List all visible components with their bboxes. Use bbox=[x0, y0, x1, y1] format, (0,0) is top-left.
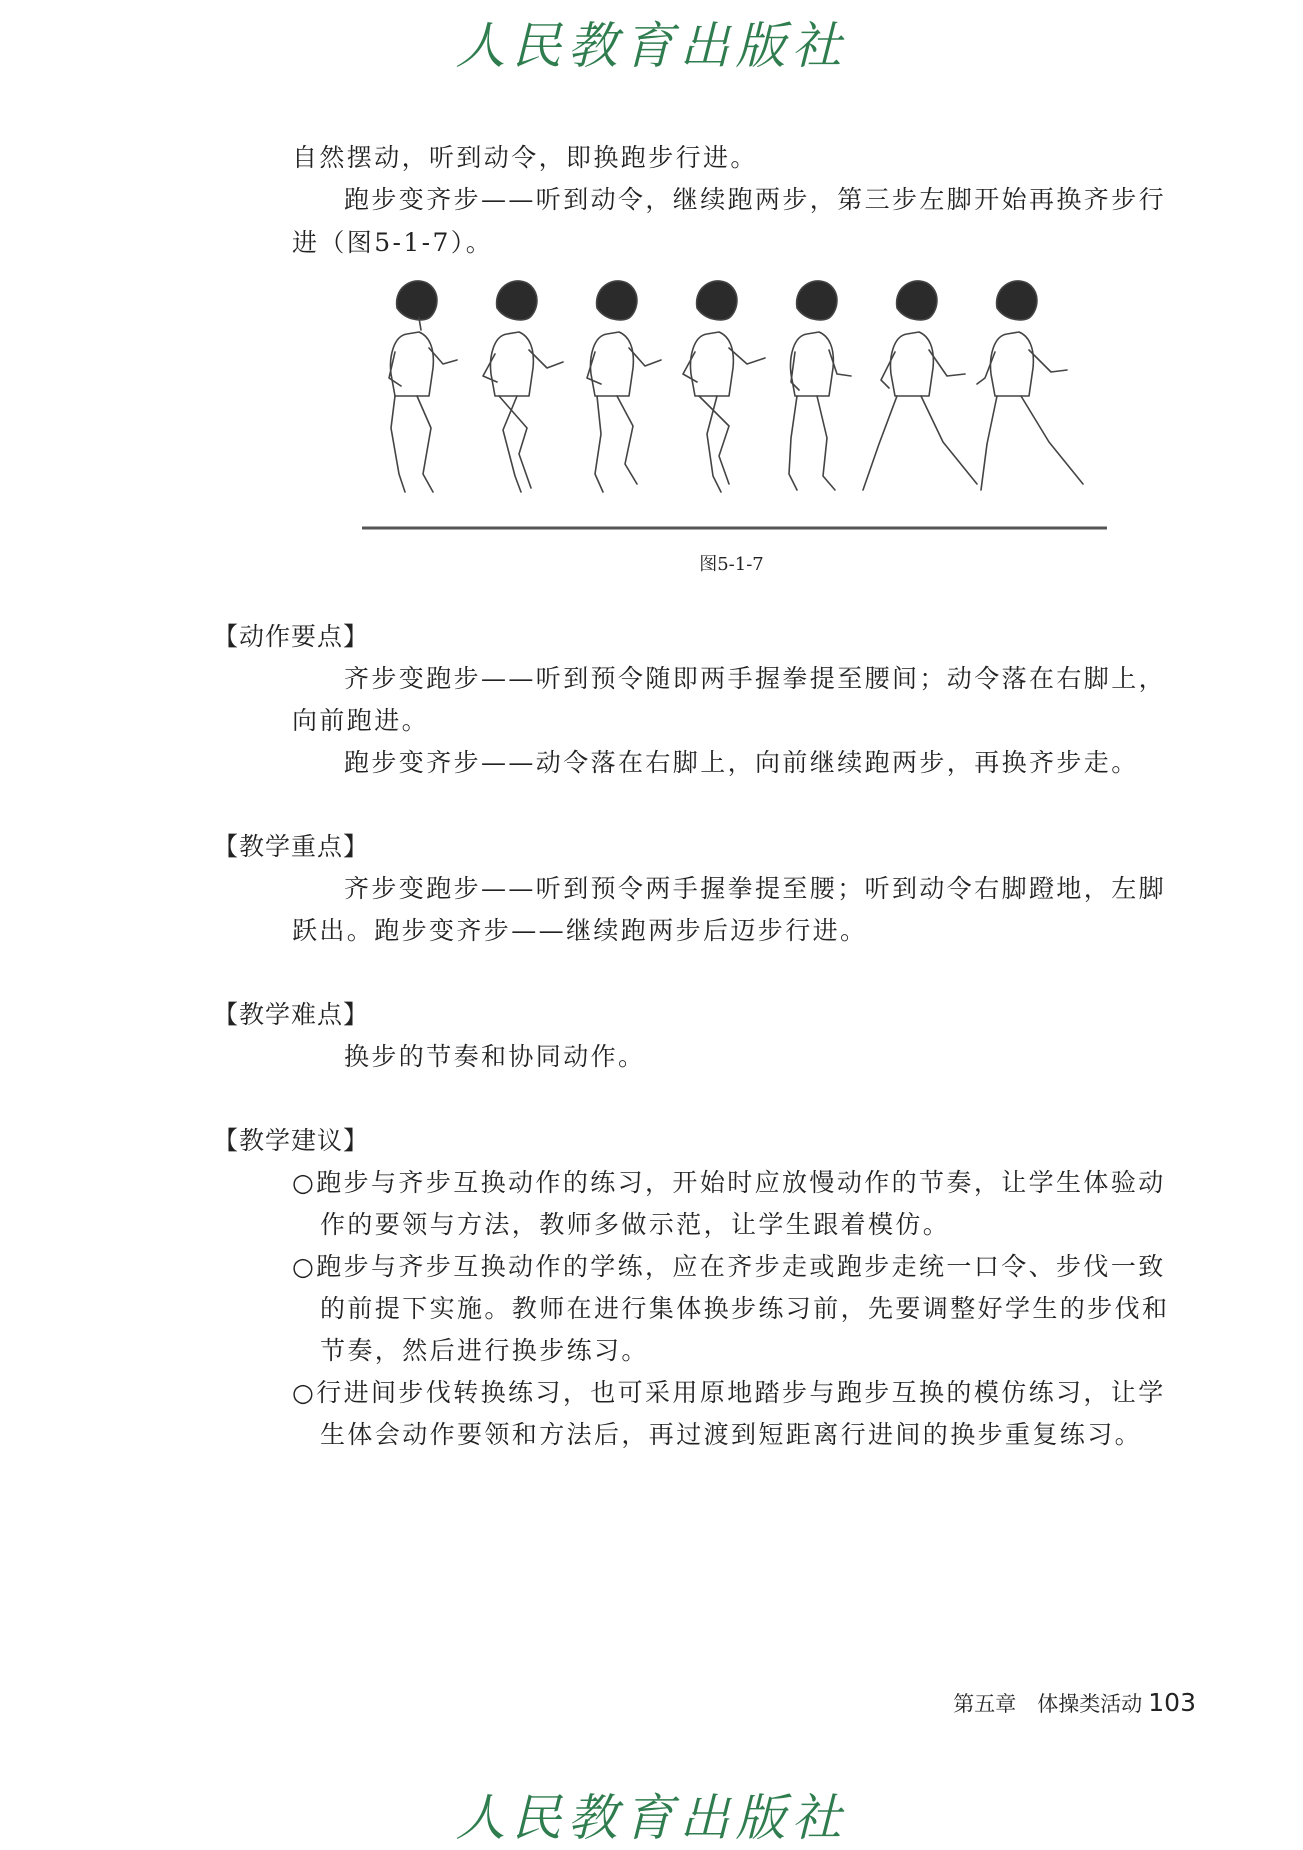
suggestion-3-line-1: ○行进间步伐转换练习，也可采用原地踏步与跑步互换的模仿练习，让学 bbox=[292, 1378, 1166, 1407]
key-points-line-2: 向前跑进。 bbox=[292, 706, 430, 735]
section-title-teaching-focus: 【教学重点】 bbox=[213, 832, 370, 861]
teaching-difficulty-line-1: 换步的节奏和协同动作。 bbox=[344, 1042, 646, 1071]
running-sequence-figure bbox=[362, 278, 1107, 534]
suggestion-2-line-2: 的前提下实施。教师在进行集体换步练习前，先要调整好学生的步伐和 bbox=[320, 1294, 1170, 1323]
intro-line-3: 进（图5-1-7）。 bbox=[292, 228, 494, 257]
section-title-teaching-difficulty: 【教学难点】 bbox=[213, 1000, 370, 1029]
walker-figure-5 bbox=[789, 281, 851, 490]
figure-caption: 图5-1-7 bbox=[699, 554, 764, 575]
intro-line-2: 跑步变齐步——听到动令，继续跑两步，第三步左脚开始再换齐步行 bbox=[344, 185, 1167, 214]
runner-figure-4 bbox=[683, 281, 765, 492]
section-title-key-points: 【动作要点】 bbox=[213, 622, 370, 651]
suggestion-1-line-1: ○跑步与齐步互换动作的练习，开始时应放慢动作的节奏，让学生体验动 bbox=[292, 1168, 1166, 1197]
teaching-focus-line-2: 跃出。跑步变齐步——继续跑两步后迈步行进。 bbox=[292, 916, 868, 945]
publisher-watermark-top: 人民教育出版社 bbox=[455, 17, 848, 75]
runner-figure-2 bbox=[483, 281, 563, 492]
suggestion-1-line-2: 作的要领与方法，教师多做示范，让学生跟着模仿。 bbox=[320, 1210, 951, 1239]
section-title-teaching-suggestions: 【教学建议】 bbox=[213, 1126, 370, 1155]
page-number: 103 bbox=[1148, 1688, 1196, 1717]
runner-figure-1 bbox=[389, 281, 457, 492]
runner-figure-3 bbox=[587, 281, 661, 492]
publisher-watermark-bottom: 人民教育出版社 bbox=[455, 1789, 848, 1847]
page-footer bbox=[953, 1688, 1196, 1718]
suggestion-3-line-2: 生体会动作要领和方法后，再过渡到短距离行进间的换步重复练习。 bbox=[320, 1420, 1143, 1449]
key-points-line-1: 齐步变跑步——听到预令随即两手握拳提至腰间；动令落在右脚上， bbox=[344, 664, 1167, 693]
chapter-title: 第五章 体操类活动 bbox=[953, 1692, 1143, 1716]
walker-figure-6 bbox=[863, 281, 977, 490]
key-points-line-3: 跑步变齐步——动令落在右脚上，向前继续跑两步，再换齐步走。 bbox=[344, 748, 1139, 777]
intro-line-1: 自然摆动，听到动令，即换跑步行进。 bbox=[292, 143, 758, 172]
walker-figure-7 bbox=[977, 281, 1083, 490]
suggestion-2-line-1: ○跑步与齐步互换动作的学练，应在齐步走或跑步走统一口令、步伐一致 bbox=[292, 1252, 1166, 1281]
teaching-focus-line-1: 齐步变跑步——听到预令两手握拳提至腰；听到动令右脚蹬地，左脚 bbox=[344, 874, 1167, 903]
suggestion-2-line-3: 节奏，然后进行换步练习。 bbox=[320, 1336, 649, 1365]
